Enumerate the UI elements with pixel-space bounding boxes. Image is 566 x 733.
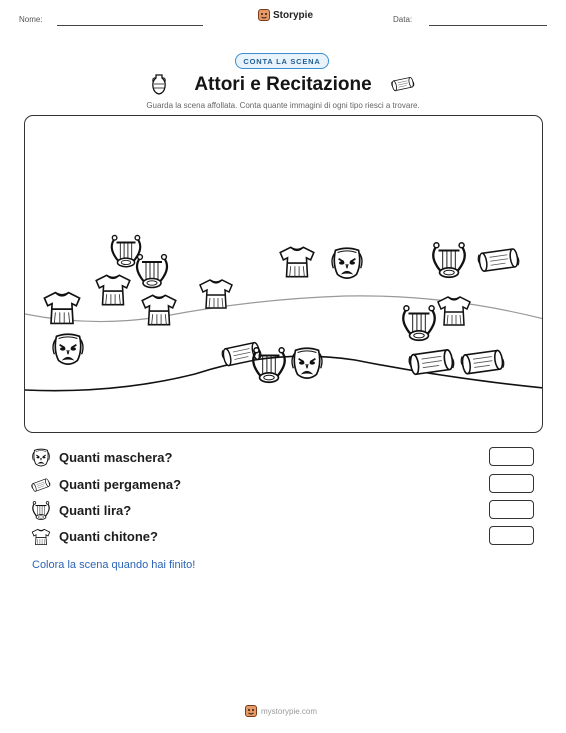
theater-mask-icon [31,447,51,469]
answer-box-scroll[interactable] [489,474,534,493]
answer-box-chiton[interactable] [489,526,534,545]
chiton-6 [438,297,470,325]
question-row-mask [31,447,536,469]
question-text: Quanti maschera? [59,450,173,465]
date-field[interactable] [429,25,547,26]
scroll-3 [408,349,454,375]
chiton-1 [96,275,130,304]
scroll-4 [460,350,504,375]
footer-url[interactable]: mystorypie.com [261,706,318,716]
storypie-logo-icon [245,705,257,717]
lyre-1 [112,235,141,266]
brand-name: Storypie [273,9,314,21]
answer-box-mask[interactable] [489,447,534,466]
lyre-3 [433,243,465,278]
page-title: Attori e Recitazione [194,74,372,95]
coloring-instruction: Colora la scena quando hai finito! [32,559,196,571]
scroll-1 [477,248,519,271]
lyre-4 [403,306,435,341]
lyre-icon [31,500,51,522]
scroll-icon [391,73,415,95]
chiton-3 [44,293,79,324]
question-row-lyre [31,500,536,522]
date-label: Data: [393,15,413,24]
question-row-chiton [31,526,536,548]
chiton-2 [142,295,176,324]
storypie-logo-icon [258,9,270,21]
footer [245,705,317,717]
scene-illustration [25,116,543,433]
question-text: Quanti chitone? [59,529,158,544]
lyre-5 [253,348,285,383]
mask-2 [332,248,362,278]
counting-scene [24,115,543,433]
question-text: Quanti pergamena? [59,477,182,492]
name-label: Nome: [19,15,43,24]
mask-1 [53,334,83,364]
activity-badge: CONTA LA SCENA [235,53,329,69]
mask-3 [292,348,322,378]
chiton-5 [280,247,314,276]
chiton-icon [31,526,51,548]
lyre-2 [137,255,167,288]
page-subtitle: Guarda la scena affollata. Conta quante immagini di ogni tipo riesci a trovare. [146,101,420,110]
scroll-icon [31,474,51,496]
brand-logo [258,9,313,21]
answer-box-lyre[interactable] [489,500,534,519]
question-row-scroll [31,474,536,496]
chiton-4 [200,280,232,308]
question-text: Quanti lira? [59,503,132,518]
name-field[interactable] [57,25,203,26]
